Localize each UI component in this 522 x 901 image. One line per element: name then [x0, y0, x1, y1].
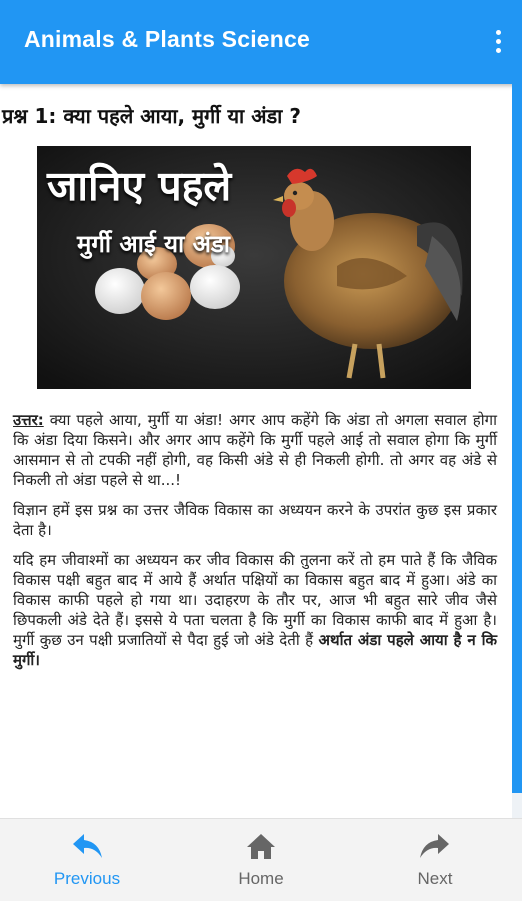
hero-title: जानिए पहले	[47, 162, 232, 210]
hero-image	[37, 146, 471, 389]
answer-text-3: यदि हम जीवाश्मों का अध्ययन कर जीव विकास की तुलना करें तो हम पाते हैं कि जैविक विकास पक्षी बहुत बाद में आये हैं अर्थात पक्षियों का विकास बहुत बाद में हुआ। अंडे का विकास काफी पहले हो गया था। उदाहरण के तौर पर, आज भी बहुत सारे जीव जैसे छिपकली अंडे देते हैं। इससे ये पता चलता है कि मुर्गी का विकास काफी बाद में हुआ है। मुर्गी कुछ उन पक्षी प्रजातियों से पैदा हुई जो अंडे देती हैं	[13, 551, 497, 649]
next-label: Next	[417, 869, 453, 888]
question-heading: प्रश्न 1: क्या पहले आया, मुर्गी या अंडा ?	[2, 104, 301, 128]
home-icon	[245, 831, 277, 861]
answer-body	[13, 410, 497, 680]
reply-arrow-icon	[71, 831, 103, 861]
app-bar	[0, 0, 522, 84]
hero-subtitle: मुर्गी आई या अंडा	[77, 230, 230, 258]
answer-conclusion: अर्थात अंडा पहले आया है न कि मुर्गी।	[13, 631, 497, 669]
home-button[interactable]	[201, 819, 321, 901]
previous-button[interactable]	[27, 819, 147, 901]
next-button[interactable]	[375, 819, 495, 901]
answer-paragraph-1	[13, 410, 497, 490]
overflow-menu-icon[interactable]	[492, 30, 504, 56]
previous-label: Previous	[53, 869, 121, 888]
answer-text-1: क्या पहले आया, मुर्गी या अंडा! अगर आप कहेंगे कि अंडा तो अगला सवाल होगा कि अंडा दिया किसने। और अगर आप कहेंगे कि मुर्गी पहले आई तो सवाल होगा कि मुर्गी आसमान से तो टपकी नहीं होगी, वह किसी अंडे से ही निकली होगी. तो अगर वह अंडे से निकली तो अंडा पहले से था...!	[13, 411, 497, 489]
scrollbar-thumb[interactable]	[512, 84, 522, 793]
answer-paragraph-3	[13, 550, 497, 670]
app-title: Animals & Plants Science	[24, 26, 311, 52]
forward-arrow-icon	[419, 831, 451, 861]
answer-paragraph-2: विज्ञान हमें इस प्रश्न का उत्तर जैविक विकास का अध्ययन करने के उपरांत कुछ इस प्रकार देता है।	[13, 501, 497, 539]
article-content[interactable]	[0, 84, 512, 818]
bottom-navigation	[0, 818, 522, 901]
answer-label: उत्तर:	[13, 411, 44, 429]
home-label: Home	[238, 869, 284, 888]
